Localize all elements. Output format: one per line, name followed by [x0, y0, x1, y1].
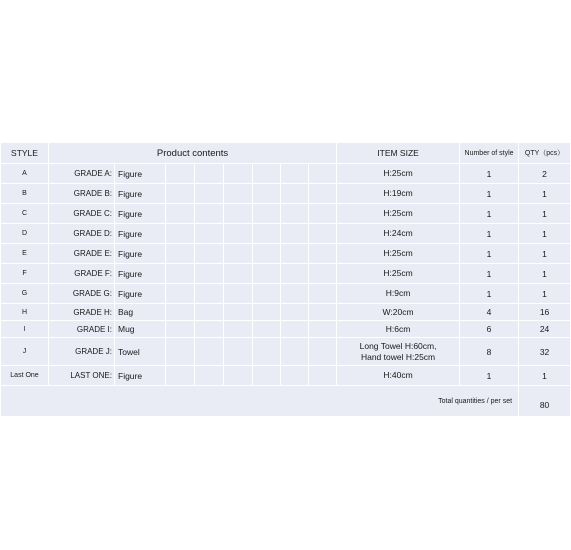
empty-cell [166, 321, 195, 338]
header-product-contents: Product contents [49, 143, 337, 164]
item-cell: Bag [115, 304, 166, 321]
grade-cell: GRADE D: [49, 224, 115, 244]
empty-cell [224, 184, 253, 204]
empty-cell [195, 304, 224, 321]
size-cell [337, 338, 460, 366]
style-cell: E [1, 244, 49, 264]
empty-cell [309, 204, 337, 224]
qty-cell: 2 [519, 164, 571, 184]
size-line: H:25cm [383, 268, 413, 278]
qty-cell: 1 [519, 184, 571, 204]
item-cell: Figure [115, 224, 166, 244]
number-of-style-cell: 6 [460, 321, 519, 338]
qty-cell: 1 [519, 284, 571, 304]
qty-cell: 24 [519, 321, 571, 338]
size-cell [337, 366, 460, 386]
empty-cell [281, 284, 309, 304]
empty-cell [309, 366, 337, 386]
empty-cell [309, 224, 337, 244]
empty-cell [224, 204, 253, 224]
table-row [1, 204, 571, 224]
table-row [1, 244, 571, 264]
header-row [1, 143, 571, 164]
empty-cell [309, 284, 337, 304]
item-cell: Figure [115, 366, 166, 386]
table-row [1, 321, 571, 338]
grade-cell: GRADE I: [49, 321, 115, 338]
empty-cell [195, 338, 224, 366]
empty-cell [309, 184, 337, 204]
empty-cell [195, 264, 224, 284]
style-cell: A [1, 164, 49, 184]
qty-cell: 32 [519, 338, 571, 366]
empty-cell [224, 338, 253, 366]
size-cell [337, 321, 460, 338]
empty-cell [195, 204, 224, 224]
empty-cell [253, 304, 281, 321]
grade-cell: GRADE A: [49, 164, 115, 184]
empty-cell [253, 264, 281, 284]
number-of-style-cell: 1 [460, 366, 519, 386]
number-of-style-cell: 1 [460, 244, 519, 264]
qty-cell: 1 [519, 204, 571, 224]
empty-cell [281, 164, 309, 184]
empty-cell [224, 224, 253, 244]
empty-cell [195, 366, 224, 386]
empty-cell [253, 204, 281, 224]
size-cell [337, 284, 460, 304]
empty-cell [281, 184, 309, 204]
style-cell: C [1, 204, 49, 224]
style-cell: G [1, 284, 49, 304]
size-line: H:25cm [383, 248, 413, 258]
grade-cell: GRADE B: [49, 184, 115, 204]
number-of-style-cell: 1 [460, 184, 519, 204]
header-item-size: ITEM SIZE [337, 143, 460, 164]
empty-cell [253, 224, 281, 244]
empty-cell [253, 164, 281, 184]
style-cell: I [1, 321, 49, 338]
size-line: Long Towel H:60cm, [359, 340, 437, 351]
product-table [0, 142, 571, 417]
size-cell [337, 184, 460, 204]
empty-cell [253, 338, 281, 366]
style-cell: J [1, 338, 49, 366]
total-value: 80 [519, 386, 571, 417]
style-cell: D [1, 224, 49, 244]
empty-cell [253, 366, 281, 386]
item-cell: Figure [115, 184, 166, 204]
grade-cell: GRADE H: [49, 304, 115, 321]
item-cell: Figure [115, 164, 166, 184]
empty-cell [166, 164, 195, 184]
size-cell [337, 244, 460, 264]
qty-cell: 1 [519, 264, 571, 284]
empty-cell [224, 304, 253, 321]
item-cell: Mug [115, 321, 166, 338]
number-of-style-cell: 8 [460, 338, 519, 366]
item-cell: Figure [115, 244, 166, 264]
size-cell [337, 204, 460, 224]
empty-cell [281, 224, 309, 244]
empty-cell [166, 244, 195, 264]
style-cell: B [1, 184, 49, 204]
qty-cell: 16 [519, 304, 571, 321]
header-style: STYLE [1, 143, 49, 164]
size-cell [337, 264, 460, 284]
item-cell: Figure [115, 284, 166, 304]
grade-cell: GRADE J: [49, 338, 115, 366]
empty-cell [309, 304, 337, 321]
table-row [1, 284, 571, 304]
size-line: H:9cm [385, 288, 411, 298]
style-cell: F [1, 264, 49, 284]
empty-cell [281, 321, 309, 338]
grade-cell: GRADE C: [49, 204, 115, 224]
empty-cell [253, 284, 281, 304]
item-cell: Towel [115, 338, 166, 366]
number-of-style-cell: 1 [460, 224, 519, 244]
empty-cell [166, 204, 195, 224]
empty-cell [224, 164, 253, 184]
empty-cell [195, 244, 224, 264]
size-line: H:19cm [383, 188, 413, 198]
empty-cell [281, 304, 309, 321]
empty-cell [281, 366, 309, 386]
empty-cell [195, 284, 224, 304]
empty-cell [253, 184, 281, 204]
empty-cell [224, 264, 253, 284]
header-number-of-style: Number of style [460, 143, 519, 164]
size-line: Hand towel H:25cm [360, 351, 436, 362]
size-line: H:24cm [383, 228, 413, 238]
empty-cell [166, 284, 195, 304]
empty-cell [166, 304, 195, 321]
empty-cell [195, 224, 224, 244]
empty-cell [224, 321, 253, 338]
empty-cell [224, 244, 253, 264]
grade-cell: GRADE F: [49, 264, 115, 284]
empty-cell [166, 224, 195, 244]
empty-cell [166, 264, 195, 284]
table-row [1, 164, 571, 184]
size-line: W:20cm [382, 306, 414, 317]
empty-cell [281, 204, 309, 224]
empty-cell [281, 264, 309, 284]
empty-cell [224, 366, 253, 386]
empty-cell [195, 321, 224, 338]
empty-cell [253, 321, 281, 338]
table-row [1, 338, 571, 366]
total-label: Total quantities / per set [1, 386, 519, 417]
empty-cell [166, 338, 195, 366]
empty-cell [253, 244, 281, 264]
item-cell: Figure [115, 264, 166, 284]
size-cell [337, 224, 460, 244]
empty-cell [166, 366, 195, 386]
item-cell: Figure [115, 204, 166, 224]
style-cell: Last One [1, 366, 49, 386]
size-line: H:40cm [383, 370, 413, 380]
empty-cell [166, 184, 195, 204]
grade-cell: GRADE E: [49, 244, 115, 264]
number-of-style-cell: 1 [460, 264, 519, 284]
size-cell [337, 304, 460, 321]
total-row [1, 386, 571, 417]
size-line: H:25cm [383, 168, 413, 178]
size-cell [337, 164, 460, 184]
number-of-style-cell: 1 [460, 164, 519, 184]
empty-cell [309, 264, 337, 284]
qty-cell: 1 [519, 244, 571, 264]
number-of-style-cell: 4 [460, 304, 519, 321]
empty-cell [309, 321, 337, 338]
table-row [1, 224, 571, 244]
size-line: H:6cm [385, 323, 411, 334]
grade-cell: LAST ONE: [49, 366, 115, 386]
table-body [1, 164, 571, 386]
table-row [1, 184, 571, 204]
qty-cell: 1 [519, 366, 571, 386]
style-cell: H [1, 304, 49, 321]
size-line: H:25cm [383, 208, 413, 218]
empty-cell [281, 338, 309, 366]
table-row [1, 304, 571, 321]
table-row [1, 264, 571, 284]
product-table-sheet [0, 142, 565, 417]
empty-cell [309, 338, 337, 366]
number-of-style-cell: 1 [460, 284, 519, 304]
empty-cell [195, 164, 224, 184]
empty-cell [281, 244, 309, 264]
empty-cell [224, 284, 253, 304]
empty-cell [309, 244, 337, 264]
qty-cell: 1 [519, 224, 571, 244]
header-qty: QTY（pcs） [519, 143, 571, 164]
table-row [1, 366, 571, 386]
number-of-style-cell: 1 [460, 204, 519, 224]
empty-cell [195, 184, 224, 204]
grade-cell: GRADE G: [49, 284, 115, 304]
empty-cell [309, 164, 337, 184]
